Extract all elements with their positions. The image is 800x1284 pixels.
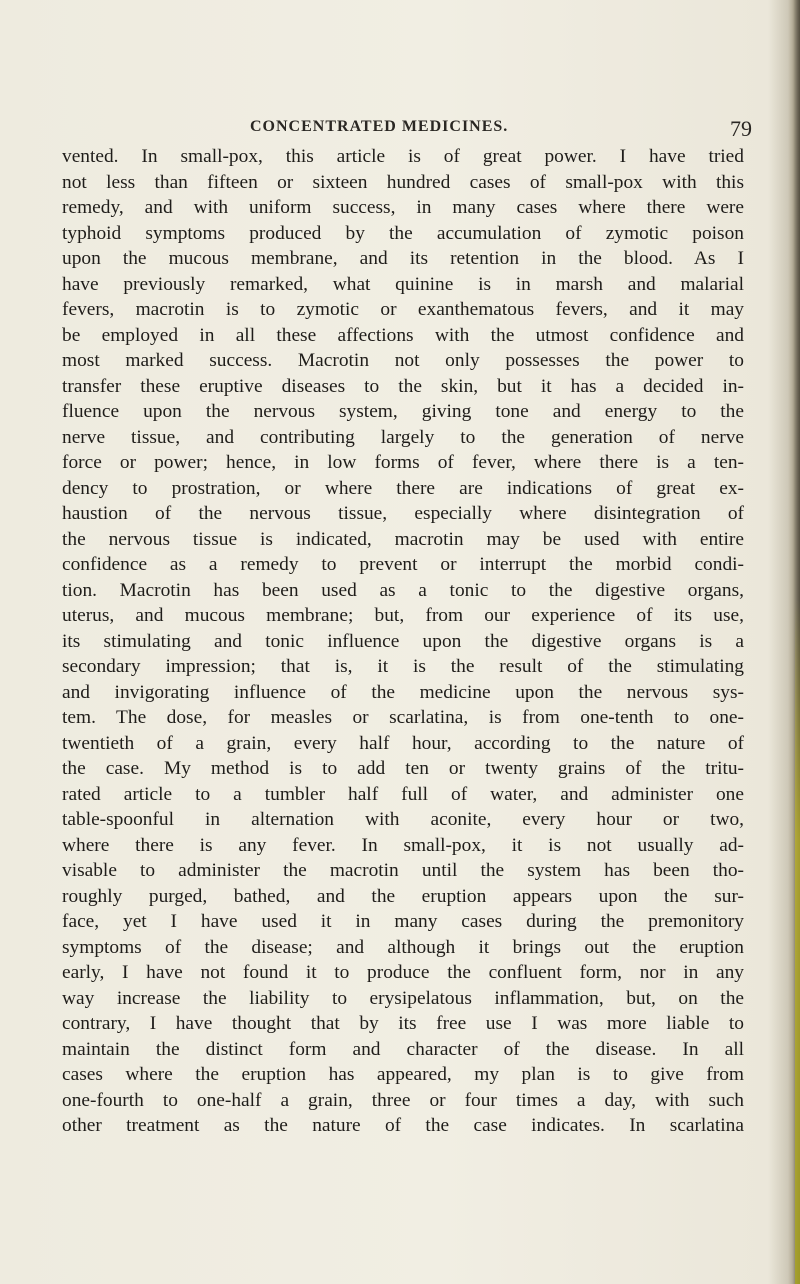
text-line: roughly purged, bathed, and the eruption appears upon the sur- bbox=[62, 885, 744, 907]
text-line: one-fourth to one-half a grain, three or four times a day, with such bbox=[62, 1089, 744, 1111]
text-line: the nervous tissue is indicated, macrotin may be used with entire bbox=[62, 528, 744, 550]
text-line: vented. In small-pox, this article is of great power. I have tried bbox=[62, 146, 744, 167]
text-line: dency to prostration, or where there are indications of great ex- bbox=[62, 477, 744, 499]
text-line: symptoms of the disease; and although it brings out the eruption bbox=[62, 936, 744, 958]
text-line: way increase the liability to erysipelatous inflammation, but, on the bbox=[62, 987, 744, 1009]
text-line: face, yet I have used it in many cases during the premonitory bbox=[62, 911, 744, 932]
text-line: remedy, and with uniform success, in many cases where there were bbox=[62, 197, 744, 218]
text-line: not less than fifteen or sixteen hundred cases of small-pox with this bbox=[62, 171, 744, 193]
text-line: where there is any fever. In small-pox, it is not usually ad- bbox=[62, 834, 744, 856]
text-line: twentieth of a grain, every half hour, according to the nature of bbox=[62, 732, 744, 754]
text-line: visable to administer the macrotin until the system has been tho- bbox=[62, 860, 744, 881]
text-line: the case. My method is to add ten or twenty grains of the tritu- bbox=[62, 758, 744, 779]
body-text bbox=[62, 144, 744, 1139]
text-line: force or power; hence, in low forms of fever, where there is a ten- bbox=[62, 452, 744, 473]
text-line: be employed in all these affections with the utmost confidence and bbox=[62, 324, 744, 346]
text-line: and invigorating influence of the medicine upon the nervous sys- bbox=[62, 681, 744, 703]
text-line: upon the mucous membrane, and its retention in the blood. As I bbox=[62, 248, 744, 269]
text-line: maintain the distinct form and character of the disease. In all bbox=[62, 1038, 744, 1060]
text-line: table-spoonful in alternation with aconite, every hour or two, bbox=[62, 809, 744, 830]
running-head: CONCENTRATED MEDICINES. bbox=[250, 118, 509, 135]
text-line: fevers, macrotin is to zymotic or exanthematous fevers, and it may bbox=[62, 299, 744, 320]
page-edge-stain bbox=[795, 600, 800, 1284]
text-line: uterus, and mucous membrane; but, from our experience of its use, bbox=[62, 605, 744, 626]
text-line: transfer these eruptive diseases to the skin, but it has a decided in- bbox=[62, 375, 744, 397]
text-line: rated article to a tumbler half full of water, and administer one bbox=[62, 783, 744, 805]
text-line: haustion of the nervous tissue, especially where disintegration of bbox=[62, 503, 744, 524]
text-line: tem. The dose, for measles or scarlatina, is from one-tenth to one- bbox=[62, 707, 744, 728]
text-line: have previously remarked, what quinine is in marsh and malarial bbox=[62, 273, 744, 295]
text-line: tion. Macrotin has been used as a tonic to the digestive organs, bbox=[62, 579, 744, 601]
text-line: contrary, I have thought that by its free use I was more liable to bbox=[62, 1013, 744, 1034]
text-line: its stimulating and tonic influence upon the digestive organs is a bbox=[62, 630, 744, 652]
text-line: secondary impression; that is, it is the result of the stimulating bbox=[62, 656, 744, 677]
page-header bbox=[70, 118, 750, 144]
text-line: early, I have not found it to produce the confluent form, nor in any bbox=[62, 962, 744, 983]
text-line: other treatment as the nature of the case indicates. In scarlatina bbox=[62, 1115, 744, 1136]
text-line: fluence upon the nervous system, giving tone and energy to the bbox=[62, 401, 744, 422]
text-line: nerve tissue, and contributing largely to the generation of nerve bbox=[62, 426, 744, 448]
page-number: 79 bbox=[730, 116, 752, 141]
text-line: confidence as a remedy to prevent or interrupt the morbid condi- bbox=[62, 554, 744, 575]
text-line: typhoid symptoms produced by the accumulation of zymotic poison bbox=[62, 222, 744, 244]
text-line: most marked success. Macrotin not only possesses the power to bbox=[62, 350, 744, 371]
text-line: cases where the eruption has appeared, my plan is to give from bbox=[62, 1064, 744, 1085]
